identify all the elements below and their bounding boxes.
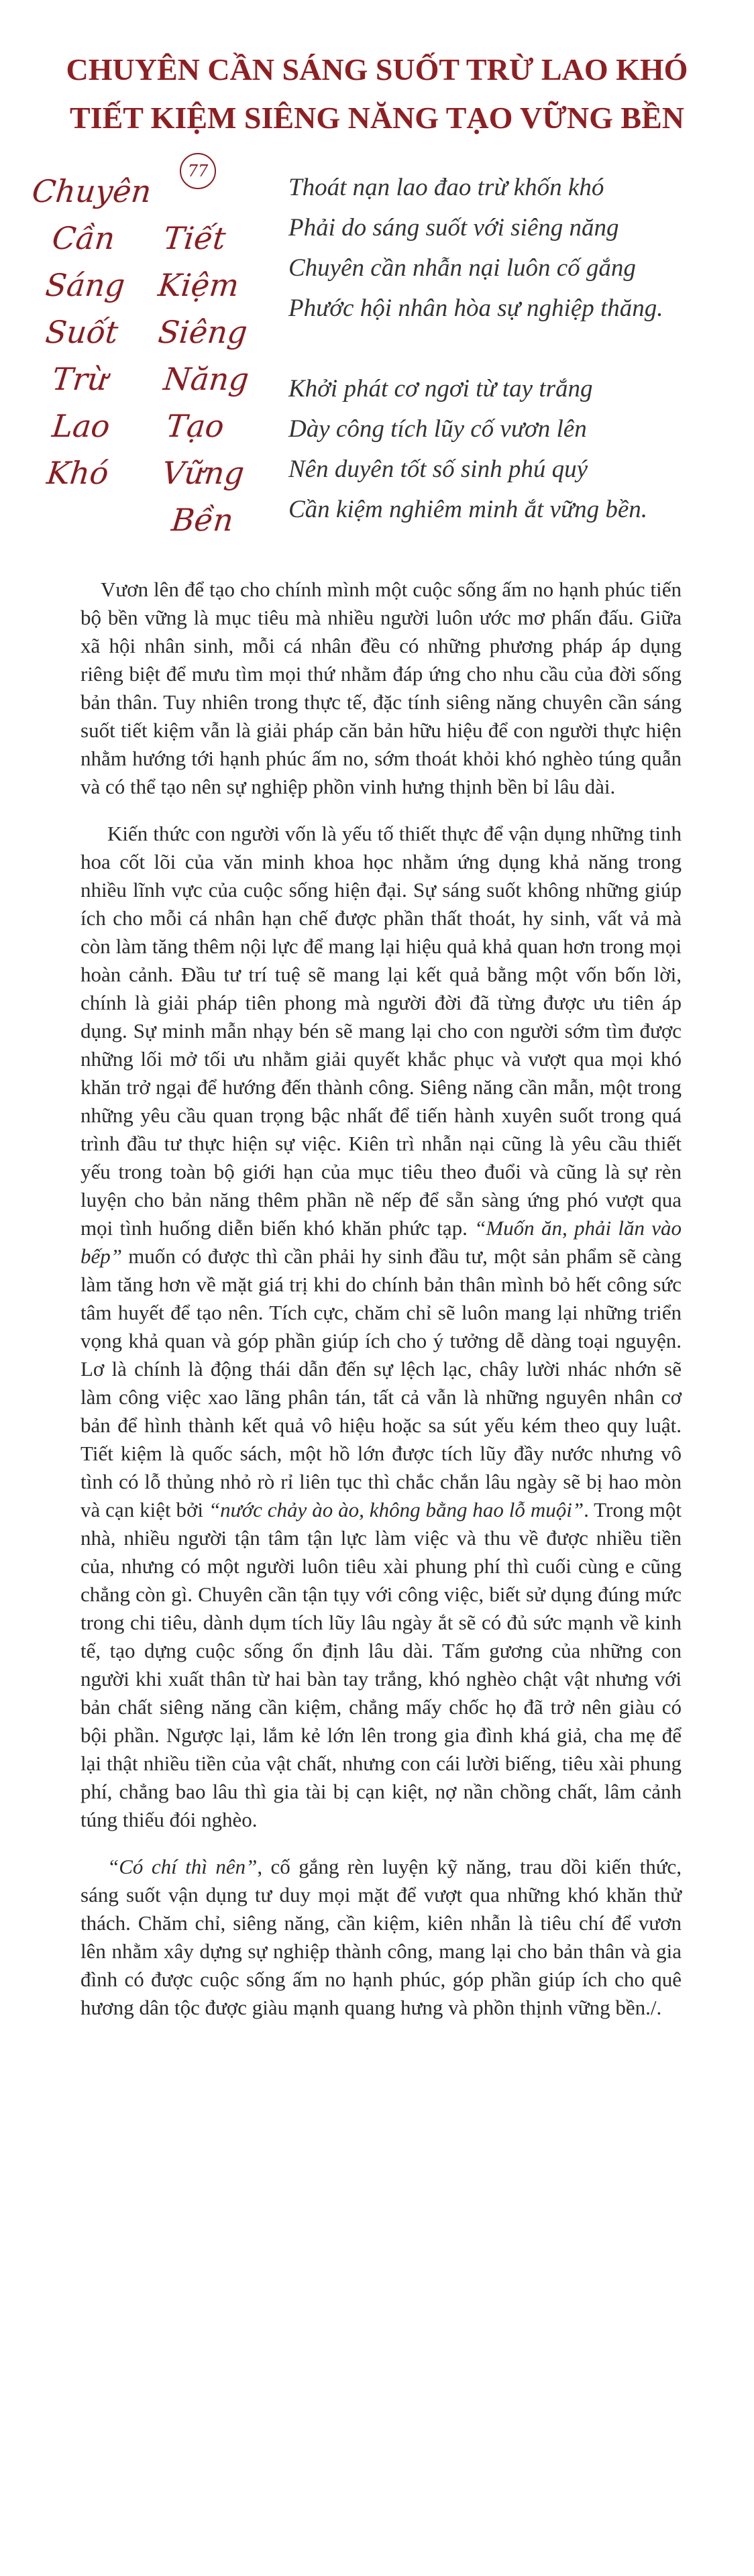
paragraph-3 [80, 1853, 682, 2022]
page-title [0, 46, 754, 142]
calligraphy-left-6: Lao [50, 408, 112, 444]
poem-line: Phải do sáng suốt với siêng năng [288, 214, 619, 241]
quote-proverb-1: “Muốn ăn, phải lăn vào bếp” [80, 1216, 682, 1268]
poem-line: Khởi phát cơ ngơi từ tay trắng [288, 375, 593, 402]
paragraph-3-text: , cố gắng rèn luyện kỹ năng, trau dồi kiến thức, sáng suốt vận dụng tư duy mọi mặt để vượt qua những khó khăn thử thách. Chăm chỉ, siêng năng, cần kiệm, kiên nhẫn là tiêu chí để vươn lên nhằm xây dựng sự nghiệp thành công, mang lại cho bản thân và gia đình có được cuộc sống ấm no hạnh phúc, góp phần giúp ích cho quê hương dân tộc được giàu mạnh quang hưng và phồn thịnh vững bền./. [80, 1855, 682, 2019]
calligraphy-left-2: Cần [50, 220, 117, 256]
poem-line: Cần kiệm nghiêm minh ắt vững bền. [288, 496, 648, 523]
calligraphy-right-7: Bền [170, 502, 235, 538]
title-line-1: CHUYÊN CẦN SÁNG SUỐT TRỪ LAO KHÓ [66, 52, 688, 87]
calligraphy-block [30, 153, 251, 555]
paragraph-2-text-a: Kiến thức con người vốn là yếu tố thiết thực để vận dụng những tinh hoa cốt lõi của văn minh khoa học nhằm ứng dụng khả năng trong nhiều lĩnh vực của cuộc sống hiện đại. Sự sáng suốt không những giúp ích cho mỗi cá nhân hạn chế được phần thất thoát, hy sinh, vất vả mà còn làm tăng thêm nội lực để mang lại hiệu quả khả quan hơn trong mọi hoàn cảnh. Đầu tư trí tuệ sẽ mang lại kết quả bằng một vốn bốn lời, chính là giải pháp tiên phong mà người đời đã từng được ưu tiên áp dụng. Sự minh mẫn nhạy bén sẽ mang lại cho con người sớm tìm được những lối mở tối ưu nhằm giải quyết khắc phục và vượt qua mọi khó khăn trở ngại để hướng đến thành công. Siêng năng cần mẫn, một trong những yêu cầu quan trọng bậc nhất để tiến hành xuyên suốt trong quá trình đầu tư thực hiện sự việc. Kiên trì nhẫn nại cũng là yêu cầu thiết yếu trong toàn bộ giới hạn của mục tiêu theo đuổi và cũng là sự rèn luyện cho bản năng thêm phần nề nếp để sẵn sàng ứng phó vượt qua mọi tình huống diễn biến khó khăn phức tạp. [80, 822, 682, 1240]
paragraph-2 [80, 820, 682, 1834]
calligraphy-left-5: Trừ [50, 361, 110, 397]
poem-stanza-2 [288, 369, 745, 530]
quote-proverb-2: “nước chảy ào ào, không bằng hao lỗ muội” [208, 1498, 584, 1521]
calligraphy-right-5: Tạo [164, 408, 226, 444]
calligraphy-right-2: Kiệm [156, 267, 241, 303]
title-line-2: TIẾT KIỆM SIÊNG NĂNG TẠO VỮNG BỀN [70, 101, 684, 135]
poem-stanza-1 [288, 168, 745, 329]
calligraphy-left-4: Suốt [44, 314, 120, 350]
poem-line: Nên duyên tốt số sinh phú quý [288, 455, 588, 483]
poem-number-badge: 77 [180, 153, 216, 189]
poem-line: Dày công tích lũy cố vươn lên [288, 415, 587, 443]
calligraphy-left-1: Chuyên [30, 173, 154, 209]
paragraph-1: Vươn lên để tạo cho chính mình một cuộc sống ấm no hạnh phúc tiến bộ bền vững là mục tiêu mà nhiều người luôn ước mơ phấn đấu. Giữa xã hội nhân sinh, mỗi cá nhân đều có những phương pháp áp dụng riêng biệt để mưu tìm mọi thứ nhằm đáp ứng cho nhu cầu của đời sống bản thân. Tuy nhiên trong thực tế, đặc tính siêng năng chuyên cần sáng suốt tiết kiệm vẫn là giải pháp căn bản hữu hiệu để con người thực hiện nhằm hướng tới hạnh phúc ấm no, sớm thoát khỏi khó nghèo túng quẫn và có thể tạo nên sự nghiệp phồn vinh hưng thịnh bền bỉ lâu dài. [80, 578, 682, 798]
calligraphy-right-3: Siêng [156, 314, 250, 350]
poem-line: Chuyên cần nhẫn nại luôn cố gắng [288, 254, 636, 282]
poem-line: Thoát nạn lao đao trừ khốn khó [288, 174, 604, 201]
calligraphy-left-7: Khó [45, 455, 111, 491]
calligraphy-right-6: Vững [160, 455, 246, 491]
calligraphy-right-1: Tiết [162, 220, 228, 256]
poem-line: Phước hội nhân hòa sự nghiệp thăng. [288, 294, 663, 322]
calligraphy-left-3: Sáng [44, 267, 127, 303]
article-body [80, 576, 682, 2041]
quote-proverb-3: “Có chí thì nên” [107, 1855, 258, 1878]
calligraphy-right-4: Năng [162, 361, 251, 397]
paragraph-2-text-b: muốn có được thì cần phải hy sinh đầu tư, một sản phẩm sẽ càng làm tăng hơn về mặt giá trị khi do chính bản thân mình bỏ hết công sức tâm huyết để tạo nên. Tích cực, chăm chỉ sẽ luôn mang lại những triển vọng khả quan và góp phần giúp ích cho ý tưởng dễ dàng toại nguyện. Lơ là chính là động thái dẫn đến sự lệch lạc, chây lười nhác nhớn sẽ làm công việc xao lãng phân tán, tất cả vẫn là những nguyên nhân cơ bản để hình thành kết quả vô hiệu hoặc sa sút yếu kém theo quy luật. Tiết kiệm là quốc sách, một hồ lớn được tích lũy đầy nước nhưng vô tình có lỗ thủng nhỏ rò rỉ liên tục thì chắc chắn lâu ngày sẽ bị hao mòn và cạn kiệt bởi [80, 1244, 682, 1521]
paragraph-2-text-c: . Trong một nhà, nhiều người tận tâm tận lực làm việc và thu về được nhiều tiền của, nhưng có một người luôn tiêu xài phung phí thì cuối cùng e cũng chẳng còn gì. Chuyên cần tận tụy với công việc, biết sử dụng đúng mức trong chi tiêu, dành dụm tích lũy lâu ngày ắt sẽ có đủ sức mạnh về kinh tế, tạo dựng cuộc sống ổn định lâu dài. Tấm gương của những con người khi xuất thân từ hai bàn tay trắng, khó nghèo chật vật nhưng với bản chất siêng năng cần kiệm, chẳng mấy chốc họ đã trở nên giàu có bội phần. Ngược lại, lắm kẻ lớn lên trong gia đình khá giả, cha mẹ để lại thật nhiều tiền của vật chất, nhưng con cái lười biếng, tiêu xài phung phí, chẳng bao lâu thì gia tài bị cạn kiệt, nợ nần chồng chất, lâm cảnh túng thiếu đói nghèo. [80, 1498, 682, 1831]
